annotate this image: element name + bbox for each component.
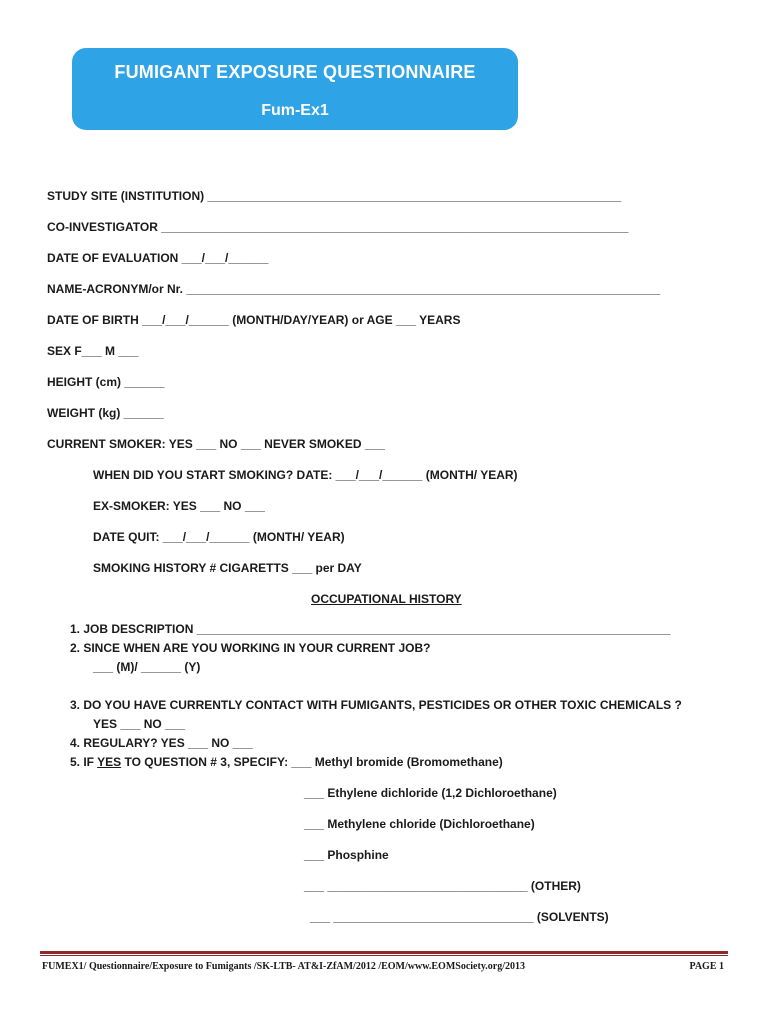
footer-rule-thin [40,955,728,956]
weight-field[interactable]: WEIGHT (kg) ______ [47,406,164,420]
contact-chemicals-answer[interactable]: YES ___ NO ___ [93,717,186,731]
ex-smoker-field[interactable]: EX-SMOKER: YES ___ NO ___ [93,499,265,513]
questionnaire-code: Fum-Ex1 [261,102,329,119]
specify-yes: YES [97,755,122,769]
height-field[interactable]: HEIGHT (cm) ______ [47,375,165,389]
phosphine-option[interactable]: ___ Phosphine [304,848,389,862]
regularly-question[interactable]: 4. REGULARY? YES ___ NO ___ [70,736,253,750]
contact-chemicals-question: 3. DO YOU HAVE CURRENTLY CONTACT WITH FUMIGANTS, PESTICIDES OR OTHER TOXIC CHEMICALS ? [70,698,682,712]
ethylene-dichloride-option[interactable]: ___ Ethylene dichloride (1,2 Dichloroethane) [304,786,557,800]
current-job-question: 2. SINCE WHEN ARE YOU WORKING IN YOUR CURRENT JOB? [70,641,431,655]
page-number: PAGE 1 [689,961,724,972]
sex-field[interactable]: SEX F___ M ___ [47,344,139,358]
methyl-bromide-option[interactable]: TO QUESTION # 3, SPECIFY: ___ Methyl bromide (Bromomethane) [121,755,503,769]
current-job-answer-field[interactable]: ___ (M)/ ______ (Y) [93,660,201,674]
footer-rule-thick [40,951,728,954]
date-of-birth-field[interactable]: DATE OF BIRTH ___/___/______ (MONTH/DAY/YEAR) or AGE ___ YEARS [47,313,461,327]
date-of-evaluation-field[interactable]: DATE OF EVALUATION ___/___/______ [47,251,269,265]
current-smoker-field[interactable]: CURRENT SMOKER: YES ___ NO ___ NEVER SMOKED ___ [47,437,385,451]
study-site-field[interactable]: STUDY SITE (INSTITUTION) ______________________________________________________________ [47,189,622,203]
specify-question[interactable] [70,754,503,770]
job-description-field[interactable]: 1. JOB DESCRIPTION _______________________________________________________________________ [70,622,671,636]
name-acronym-field[interactable]: NAME-ACRONYM/or Nr. _______________________________________________________________________ [47,282,661,296]
occupational-history-heading: OCCUPATIONAL HISTORY [311,592,462,606]
methylene-chloride-option[interactable]: ___ Methylene chloride (Dichloroethane) [304,817,535,831]
smoking-history-field[interactable]: SMOKING HISTORY # CIGARETTS ___ per DAY [93,561,362,575]
solvents-field[interactable]: ___ ______________________________ (SOLVENTS) [310,910,609,924]
header-banner [72,48,518,130]
footer-citation: FUMEX1/ Questionnaire/Exposure to Fumigants /SK-LTB- AT&I-ZfAM/2012 /EOM/www.EOMSociety.org/2013 [42,961,525,972]
co-investigator-field[interactable]: CO-INVESTIGATOR ______________________________________________________________________ [47,220,629,234]
questionnaire-title: FUMIGANT EXPOSURE QUESTIONNAIRE [114,62,476,82]
date-quit-field[interactable]: DATE QUIT: ___/___/______ (MONTH/ YEAR) [93,530,345,544]
specify-prefix: 5. IF [70,755,98,769]
start-smoking-field[interactable]: WHEN DID YOU START SMOKING? DATE: ___/___/______ (MONTH/ YEAR) [93,468,518,482]
other-chemical-field[interactable]: ___ ______________________________ (OTHER) [304,879,581,893]
